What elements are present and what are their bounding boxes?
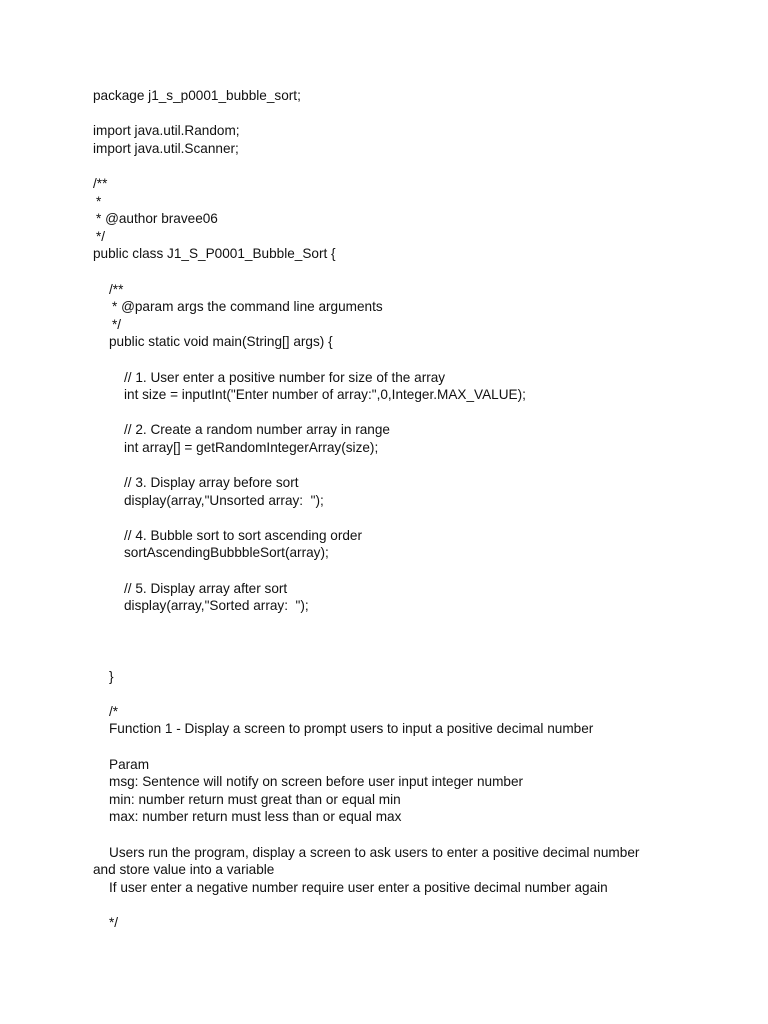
blank-line [93, 351, 693, 369]
blank-line [93, 615, 693, 633]
code-line: display(array,"Unsorted array: "); [124, 492, 324, 508]
comment-line: msg: Sentence will notify on screen before user input integer number [109, 774, 524, 790]
comment-line: */ [109, 914, 119, 930]
comment-line: Param [109, 756, 150, 772]
comment-line: // 5. Display array after sort [124, 580, 288, 596]
comment-line: */ [96, 228, 106, 244]
import-line: import java.util.Scanner; [93, 140, 239, 156]
code-listing [93, 87, 693, 932]
comment-line: If user enter a negative number require user enter a positive decimal number again [109, 879, 608, 895]
blank-line [93, 157, 693, 175]
method-declaration: public static void main(String[] args) { [109, 334, 333, 350]
code-line: int array[] = getRandomIntegerArray(size); [124, 439, 379, 455]
comment-line: /* [109, 703, 119, 719]
blank-line [93, 105, 693, 123]
blank-line [93, 650, 693, 668]
comment-line: and store value into a variable [93, 862, 275, 878]
comment-line: min: number return must great than or equal min [109, 791, 401, 807]
comment-line: // 3. Display array before sort [124, 475, 299, 491]
comment-line: */ [112, 316, 122, 332]
code-line: int size = inputInt("Enter number of array:",0,Integer.MAX_VALUE); [124, 387, 526, 403]
blank-line [93, 456, 693, 474]
package-declaration: package j1_s_p0001_bubble_sort; [93, 88, 301, 103]
comment-line: // 4. Bubble sort to sort ascending order [124, 527, 363, 543]
comment-line: // 1. User enter a positive number for size of the array [124, 369, 446, 385]
comment-line: max: number return must less than or equal max [109, 809, 402, 825]
comment-line: // 2. Create a random number array in range [124, 422, 390, 438]
blank-line [93, 685, 693, 703]
comment-line: * @author bravee06 [96, 211, 218, 227]
closing-brace: } [109, 668, 114, 684]
code-line: sortAscendingBubbbleSort(array); [124, 545, 329, 561]
comment-line: * @param args the command line arguments [112, 299, 383, 315]
comment-line: Function 1 - Display a screen to prompt users to input a positive decimal number [109, 721, 594, 737]
blank-line [93, 404, 693, 422]
import-line: import java.util.Random; [93, 123, 240, 139]
comment-line: /** [109, 281, 124, 297]
blank-line [93, 896, 693, 914]
blank-line [93, 562, 693, 580]
blank-line [93, 738, 693, 756]
code-line: display(array,"Sorted array: "); [124, 598, 309, 614]
comment-line: * [96, 193, 102, 209]
blank-line [93, 826, 693, 844]
blank-line [93, 263, 693, 281]
blank-line [93, 632, 693, 650]
comment-line: Users run the program, display a screen to ask users to enter a positive decimal number [109, 844, 640, 860]
comment-line: /** [93, 175, 108, 191]
class-declaration: public class J1_S_P0001_Bubble_Sort { [93, 246, 336, 262]
blank-line [93, 509, 693, 527]
